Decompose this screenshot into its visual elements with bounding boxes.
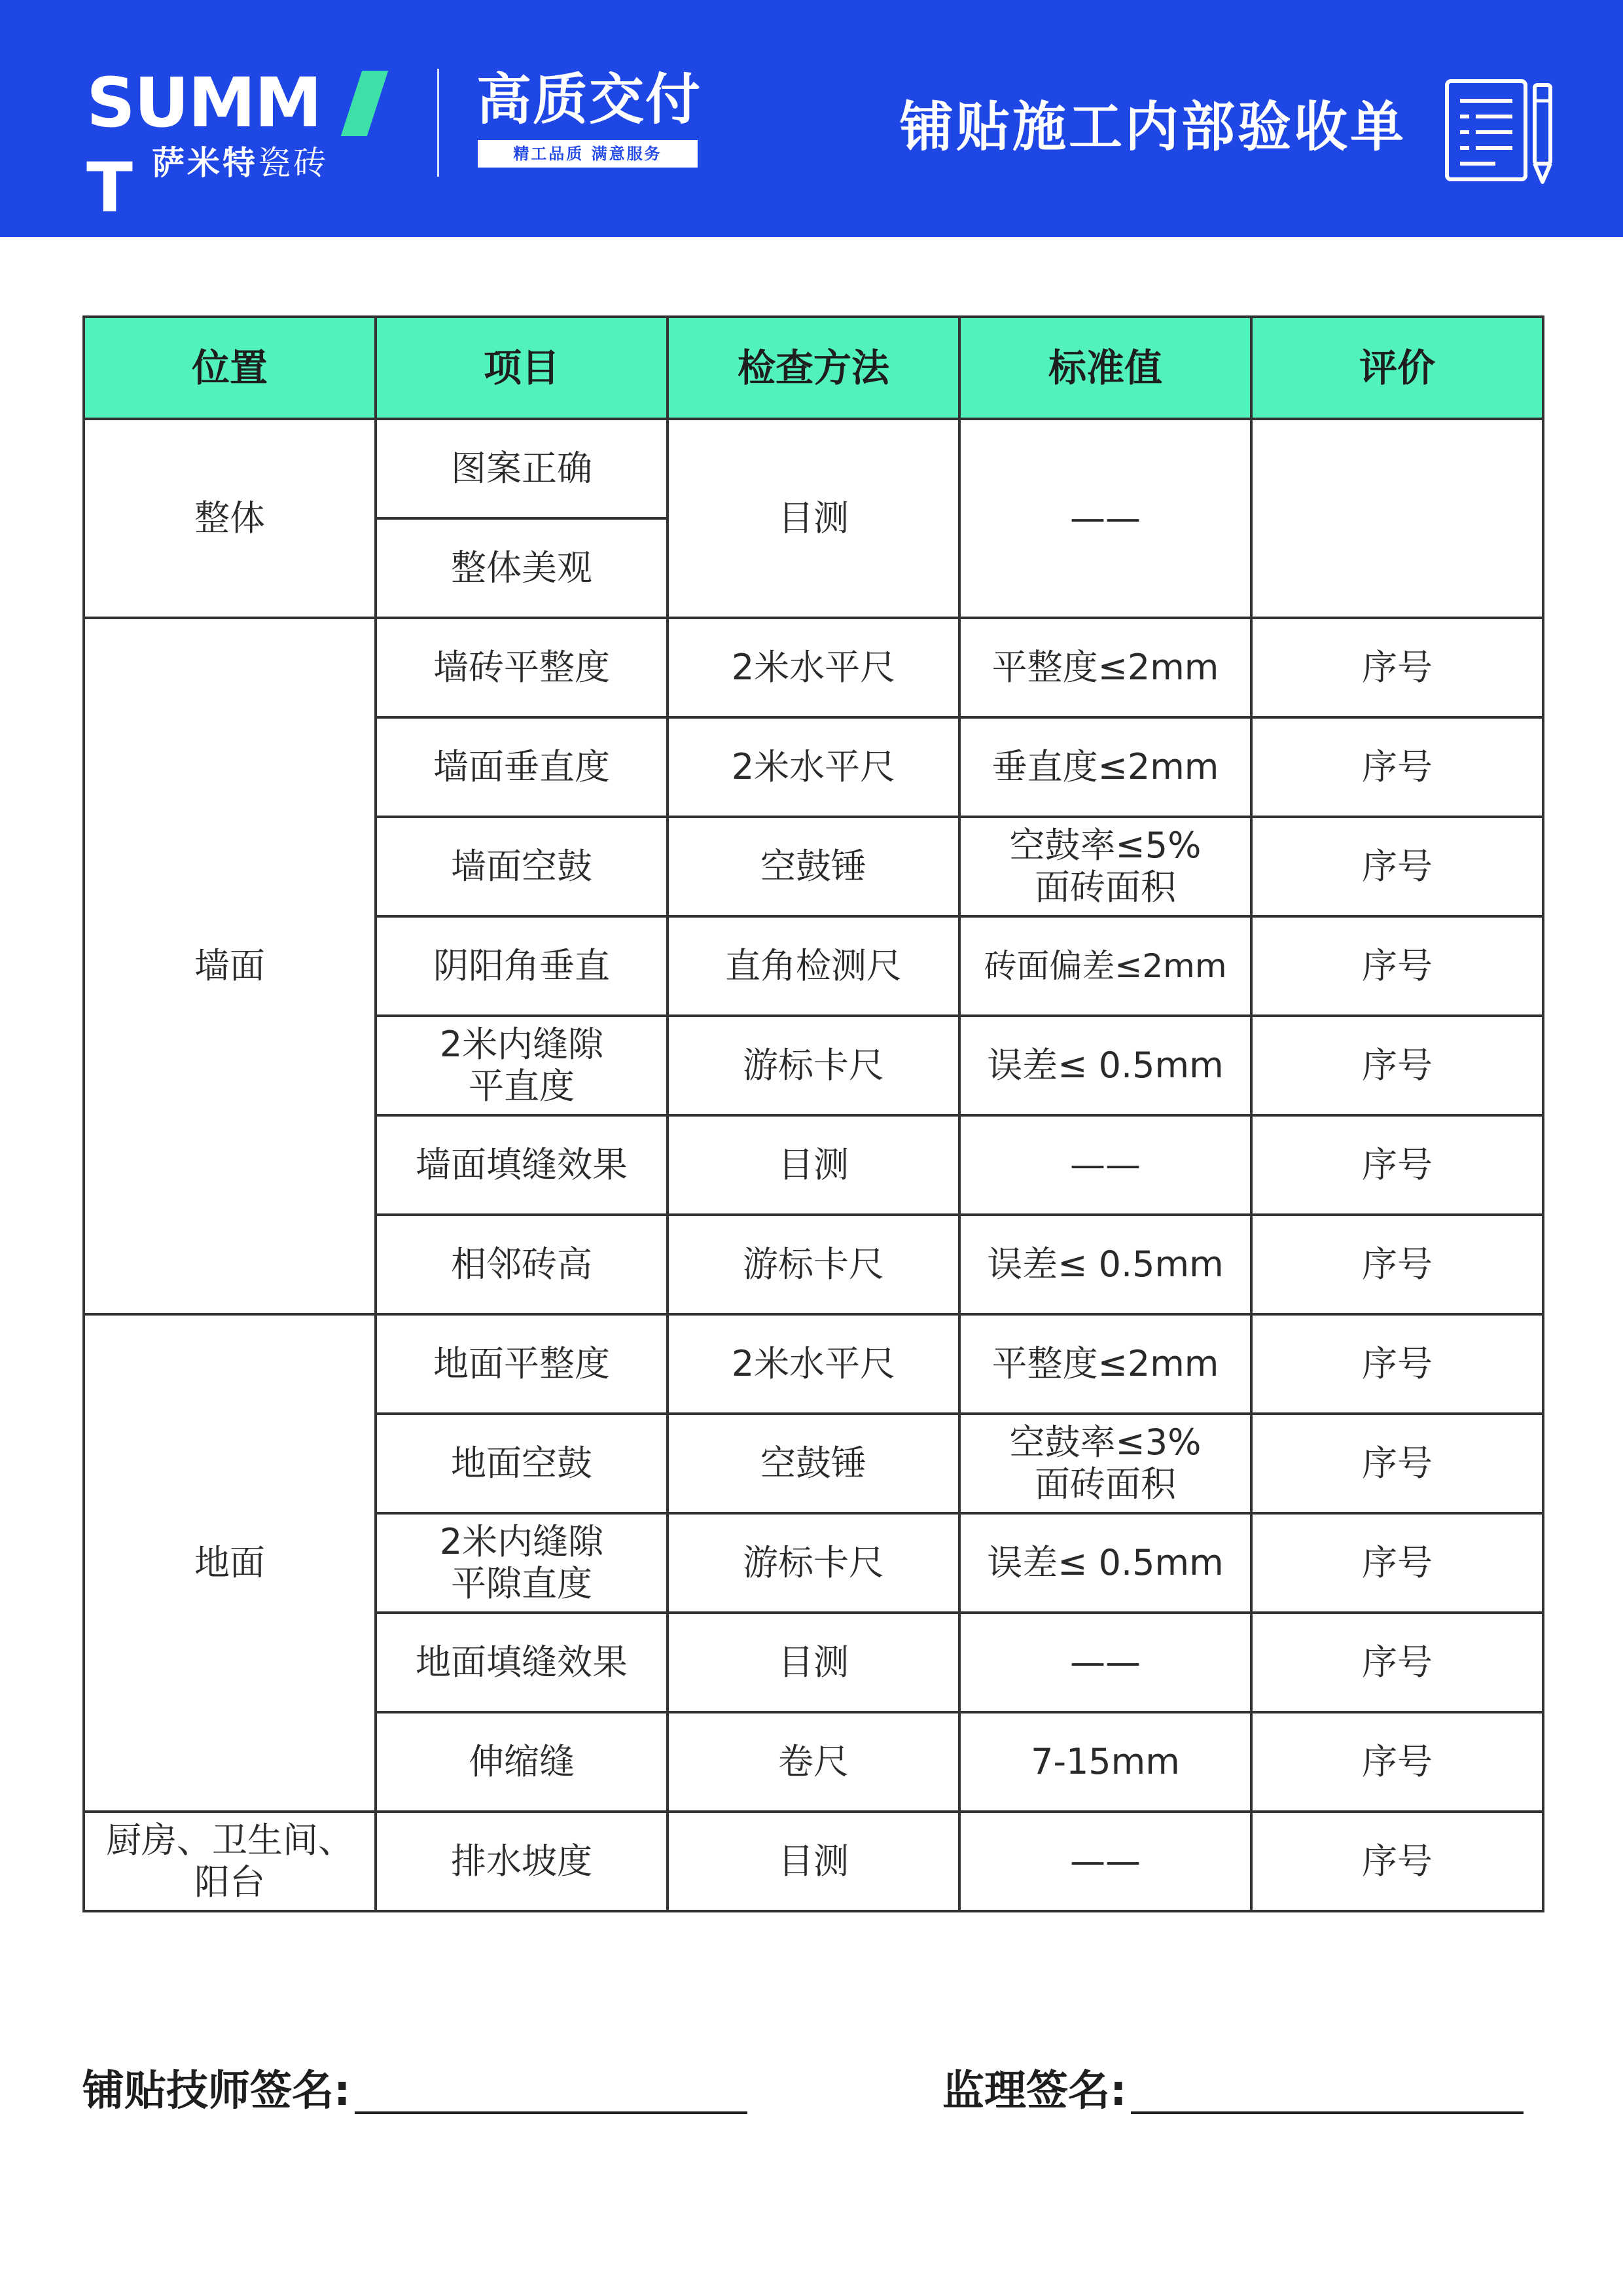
rating-cell[interactable]: 序号 xyxy=(1251,1812,1543,1911)
method-cell: 目测 xyxy=(668,419,959,618)
col-header-item: 项目 xyxy=(376,317,668,419)
item-cell: 排水坡度 xyxy=(376,1812,668,1911)
installer-signature xyxy=(82,2062,747,2121)
supervisor-signature-label: 监理签名: xyxy=(942,2067,1127,2115)
item-line: 2米内缝隙 xyxy=(439,1521,604,1562)
checklist-with-pen-icon xyxy=(1443,72,1561,190)
standard-line: 面砖面积 xyxy=(1035,867,1176,908)
rating-cell[interactable] xyxy=(1251,419,1543,618)
item-cell: 整体美观 xyxy=(376,518,668,618)
method-cell: 游标卡尺 xyxy=(668,1513,959,1613)
item-cell: 地面填缝效果 xyxy=(376,1613,668,1712)
location-cell: 地面 xyxy=(84,1314,376,1812)
standard-cell: —— xyxy=(959,1812,1251,1911)
standard-cell: 误差≤ 0.5mm xyxy=(959,1016,1251,1115)
standard-cell: 平整度≤2mm xyxy=(959,618,1251,717)
document-title: 铺贴施工内部验收单 xyxy=(900,96,1407,158)
table-row xyxy=(84,1314,1543,1414)
brand-logo xyxy=(86,60,401,228)
method-cell: 目测 xyxy=(668,1812,959,1911)
item-cell: 地面平整度 xyxy=(376,1314,668,1414)
item-cell: 伸缩缝 xyxy=(376,1712,668,1812)
method-cell: 2米水平尺 xyxy=(668,1314,959,1414)
method-cell: 2米水平尺 xyxy=(668,618,959,717)
rating-cell[interactable]: 序号 xyxy=(1251,1513,1543,1613)
rating-cell[interactable]: 序号 xyxy=(1251,1016,1543,1115)
rating-cell[interactable]: 序号 xyxy=(1251,1712,1543,1812)
header-band xyxy=(0,0,1623,237)
method-cell: 游标卡尺 xyxy=(668,1215,959,1314)
rating-cell[interactable]: 序号 xyxy=(1251,1414,1543,1513)
col-header-rating: 评价 xyxy=(1251,317,1543,419)
item-cell: 图案正确 xyxy=(376,419,668,518)
standard-line: 面砖面积 xyxy=(1035,1463,1176,1505)
standard-cell xyxy=(959,1414,1251,1513)
location-cell xyxy=(84,1812,376,1911)
col-header-method: 检查方法 xyxy=(668,317,959,419)
item-cell: 墙面垂直度 xyxy=(376,717,668,817)
item-cell: 相邻砖高 xyxy=(376,1215,668,1314)
method-cell: 空鼓锤 xyxy=(668,1414,959,1513)
standard-cell: 误差≤ 0.5mm xyxy=(959,1215,1251,1314)
item-cell: 墙砖平整度 xyxy=(376,618,668,717)
standard-line: 空鼓率≤3% xyxy=(1009,1422,1202,1463)
col-header-location: 位置 xyxy=(84,317,376,419)
method-cell: 目测 xyxy=(668,1613,959,1712)
col-header-standard: 标准值 xyxy=(959,317,1251,419)
method-cell: 目测 xyxy=(668,1115,959,1215)
item-line: 平直度 xyxy=(469,1066,575,1107)
standard-cell: —— xyxy=(959,419,1251,618)
tagline-title: 高质交付 xyxy=(476,67,702,132)
method-cell: 空鼓锤 xyxy=(668,817,959,916)
supervisor-signature xyxy=(942,2062,1524,2121)
method-cell: 直角检测尺 xyxy=(668,916,959,1016)
method-cell: 游标卡尺 xyxy=(668,1016,959,1115)
standard-cell: —— xyxy=(959,1613,1251,1712)
location-cell: 墙面 xyxy=(84,618,376,1314)
item-cell: 地面空鼓 xyxy=(376,1414,668,1513)
item-cell: 墙面空鼓 xyxy=(376,817,668,916)
item-line: 平隙直度 xyxy=(451,1563,592,1604)
item-line: 2米内缝隙 xyxy=(439,1024,604,1065)
installer-signature-label: 铺贴技师签名: xyxy=(82,2067,351,2115)
standard-cell: 垂直度≤2mm xyxy=(959,717,1251,817)
standard-cell: 7-15mm xyxy=(959,1712,1251,1812)
method-cell: 卷尺 xyxy=(668,1712,959,1812)
item-cell: 阴阳角垂直 xyxy=(376,916,668,1016)
rating-cell[interactable]: 序号 xyxy=(1251,1215,1543,1314)
standard-cell: —— xyxy=(959,1115,1251,1215)
rating-cell[interactable]: 序号 xyxy=(1251,1115,1543,1215)
standard-cell: 砖面偏差≤2mm xyxy=(959,916,1251,1016)
table-header-row xyxy=(84,317,1543,419)
standard-line: 空鼓率≤5% xyxy=(1009,825,1202,866)
location-line: 阳台 xyxy=(194,1861,265,1903)
installer-signature-line[interactable] xyxy=(355,2111,747,2114)
item-cell xyxy=(376,1016,668,1115)
brand-wordmark: SUMM xyxy=(86,63,321,143)
table-row xyxy=(84,419,1543,518)
rating-cell[interactable]: 序号 xyxy=(1251,1613,1543,1712)
brand-name-cn: 萨米特 xyxy=(152,144,258,182)
rating-cell[interactable]: 序号 xyxy=(1251,1314,1543,1414)
standard-cell: 误差≤ 0.5mm xyxy=(959,1513,1251,1613)
rating-cell[interactable]: 序号 xyxy=(1251,717,1543,817)
table-row xyxy=(84,1812,1543,1911)
rating-cell[interactable]: 序号 xyxy=(1251,817,1543,916)
method-cell: 2米水平尺 xyxy=(668,717,959,817)
location-cell: 整体 xyxy=(84,419,376,618)
brand-category: 瓷砖 xyxy=(258,144,329,182)
table-row xyxy=(84,618,1543,717)
inspection-table xyxy=(82,315,1544,1912)
brand-wordmark-end: T xyxy=(86,148,132,228)
standard-cell: 平整度≤2mm xyxy=(959,1314,1251,1414)
item-cell xyxy=(376,1513,668,1613)
supervisor-signature-line[interactable] xyxy=(1131,2111,1524,2114)
rating-cell[interactable]: 序号 xyxy=(1251,618,1543,717)
item-cell: 墙面填缝效果 xyxy=(376,1115,668,1215)
rating-cell[interactable]: 序号 xyxy=(1251,916,1543,1016)
standard-cell xyxy=(959,817,1251,916)
tagline-subtitle: 精工品质 满意服务 xyxy=(478,140,698,168)
header-divider xyxy=(437,69,439,177)
location-line: 厨房、卫生间、 xyxy=(106,1820,353,1861)
